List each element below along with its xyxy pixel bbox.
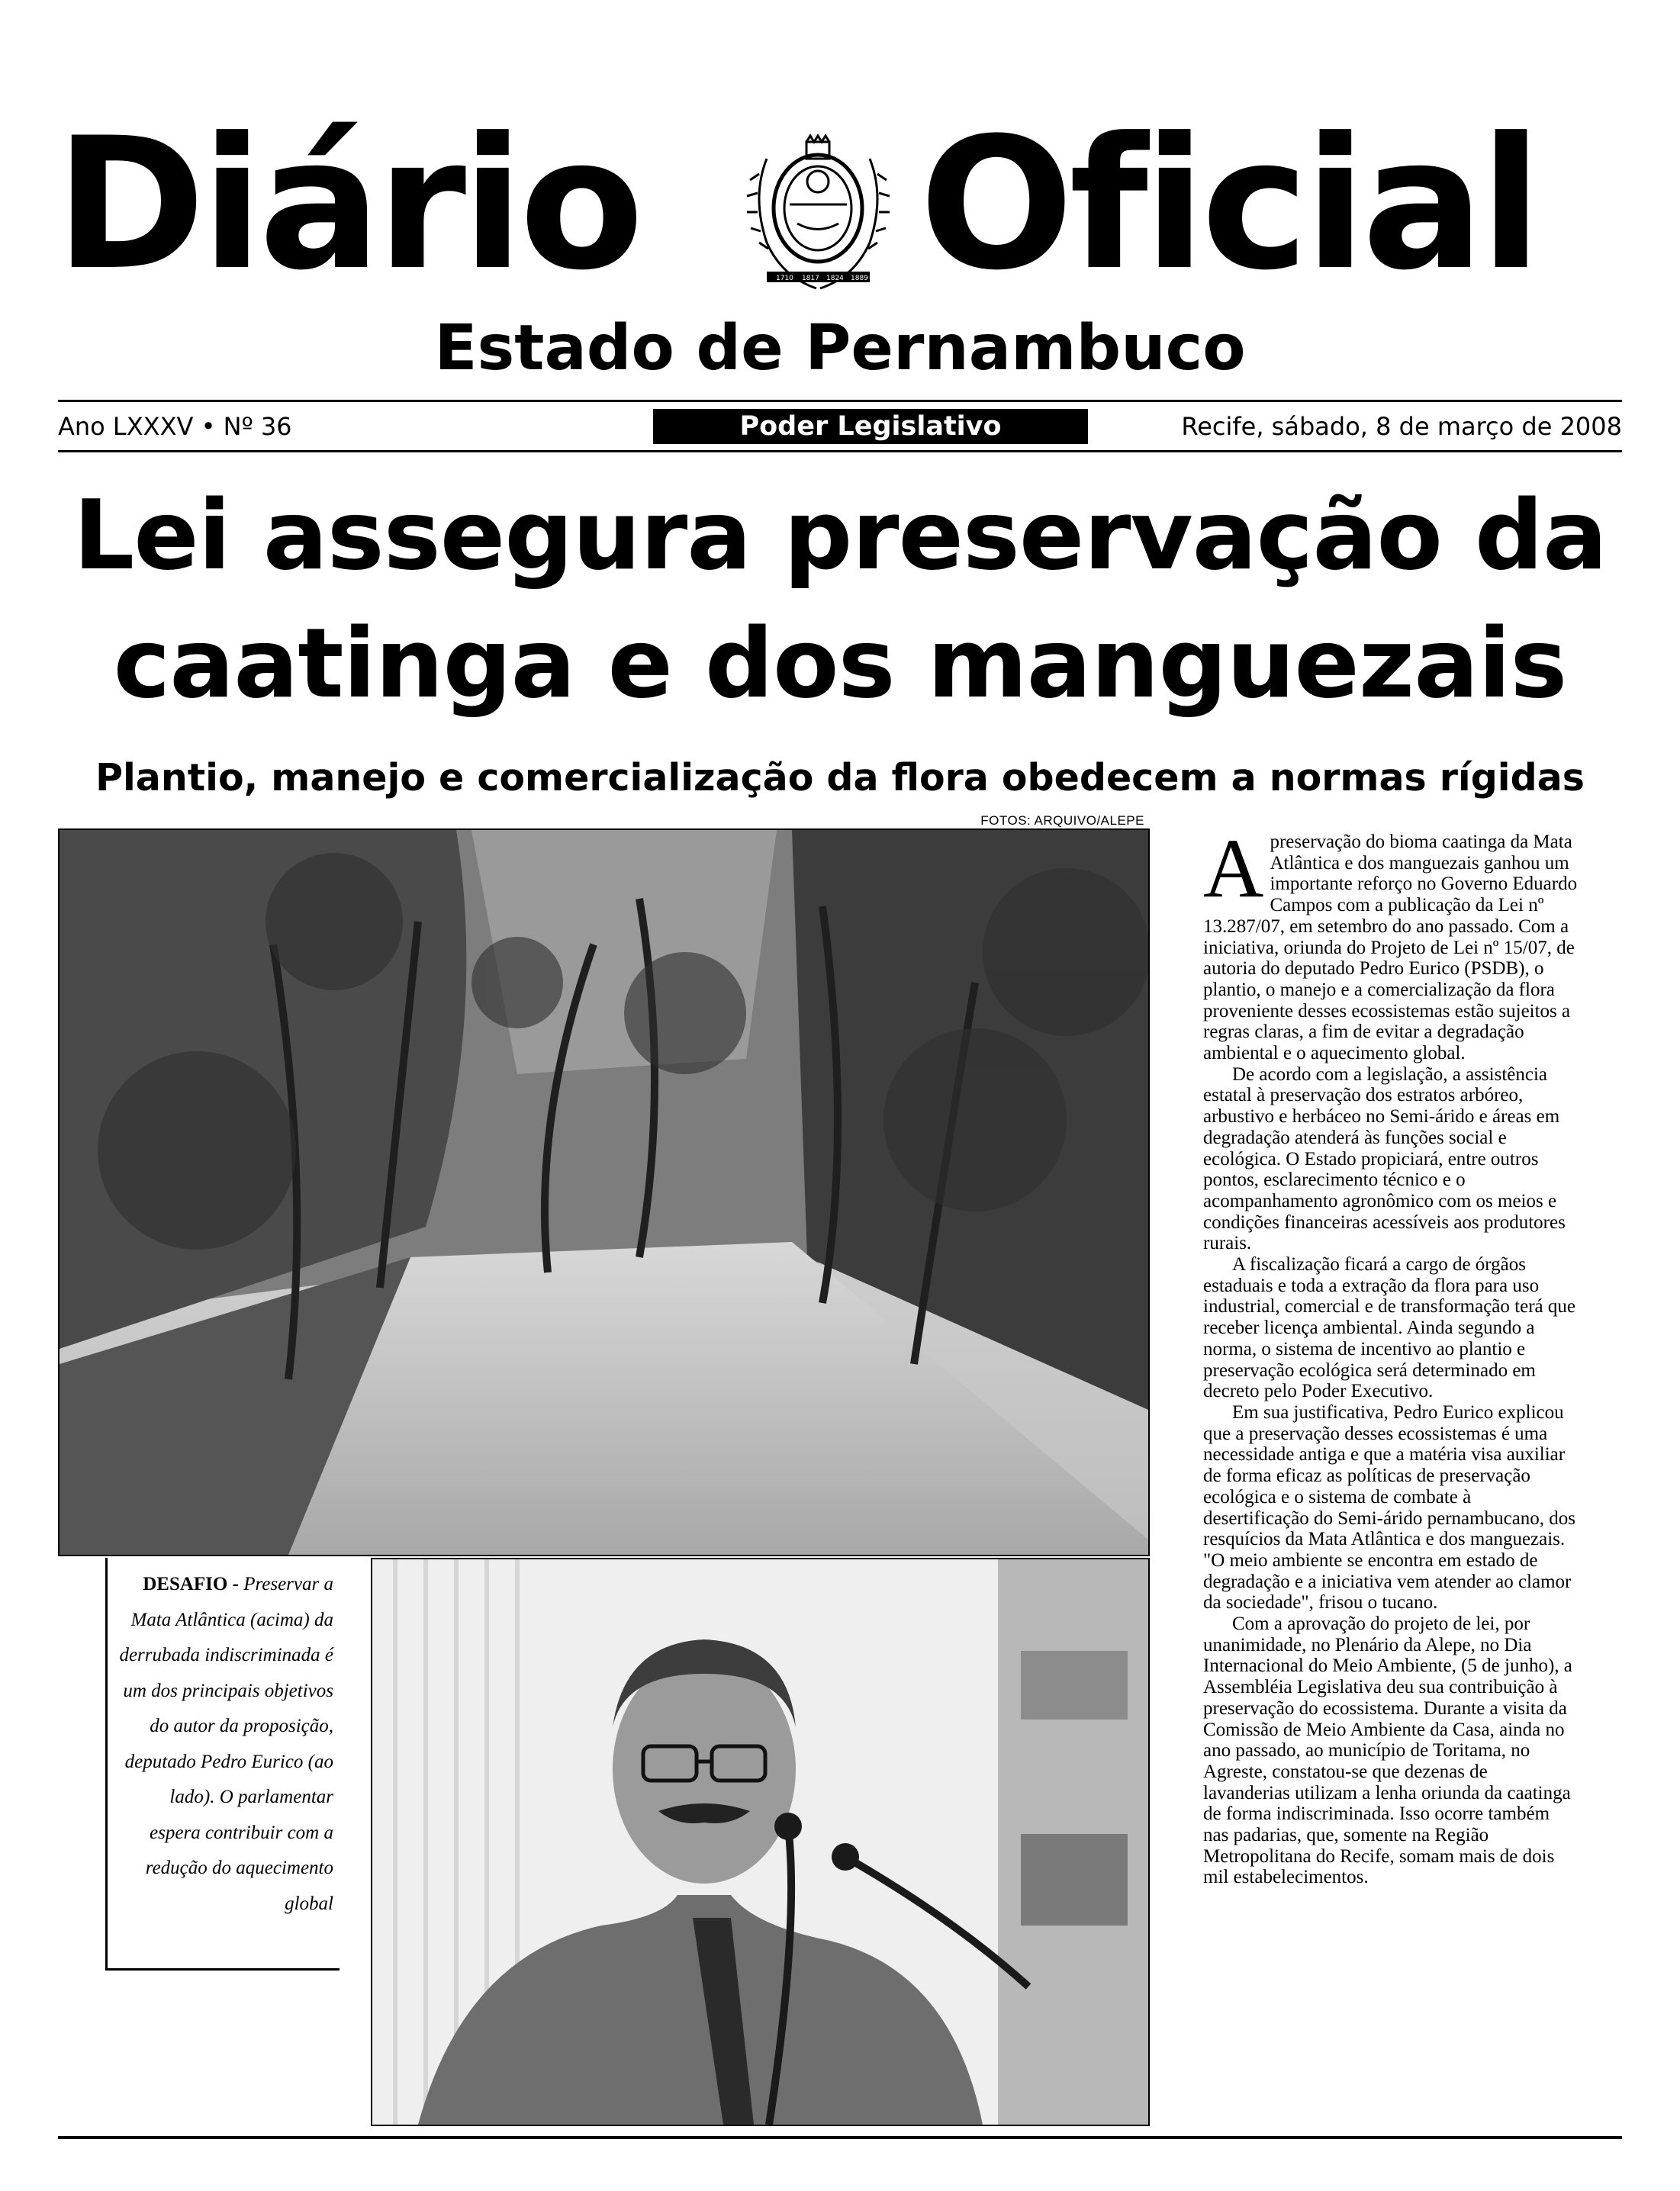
article-paragraph-4: Em sua justificativa, Pedro Eurico explicou que a preservação desses ecossistemas é uma necessidade antiga e que a matéria visa auxiliar de forma eficaz as políticas de preservação ecológica e o sistema de combate à desertificação do Semi-árido pernambucano, dos resquícios da Mata Atlântica e dos manguezais. "O meio ambiente se encontra em estado de degradação e a iniciativa vem atender ao clamor da sociedade", frisou o tucano.: [1203, 1401, 1576, 1613]
caption-text: Preservar a Mata Atlântica (acima) da derrubada indiscriminada é um dos principais objetivos do autor da proposição, deputado Pedro Eurico (ao lado). O parlamentar espera contribuir com a redução do aquecimento global: [119, 1574, 333, 1914]
masthead-subtitle: Estado de Pernambuco: [434, 312, 1246, 384]
infobar-bottom-rule: [58, 450, 1622, 452]
photo-caption: [116, 1567, 333, 1922]
masthead-title-right: Oficial: [919, 99, 1538, 310]
article-paragraph-5: Com a aprovação do projeto de lei, por unanimidade, no Plenário da Alepe, no Dia Internacional do Meio Ambiente, (5 de junho), a Assembléia Legislativa deu sua contribuição à preservação do ecossistema. Durante a visita da Comissão de Meio Ambiente da Casa, ainda no ano passado, ao município de Toritama, no Agreste, constatou-se que dezenas de lavanderias utilizam a lenha oriunda da caatinga de forma indiscriminada. Isso ocorre também nas padarias, que, somente na Região Metropolitana do Recife, somam mais de dois mil estabelecimentos.: [1203, 1613, 1572, 1888]
forest-photo: [58, 828, 1150, 1556]
article-body: [1203, 822, 1579, 1888]
article-paragraph-1: [1203, 822, 1579, 1064]
article-paragraph-3: A fiscalização ficará a cargo de órgãos estaduais e toda a extração da flora para uso industrial, comercial e de transformação terá que receber licença ambiental. Ainda segundo a norma, o sistema de incentivo ao plantio e preservação ecológica será determinado em decreto pelo Poder Executivo.: [1203, 1254, 1575, 1402]
seal-year-2: 1817: [802, 275, 819, 282]
issue-date: Recife, sábado, 8 de março de 2008: [1181, 412, 1622, 441]
dropcap: A: [1203, 822, 1264, 915]
seal-year-3: 1824: [826, 275, 844, 282]
top-rule: [58, 400, 1622, 402]
section-banner: Poder Legislativo: [653, 409, 1088, 444]
seal-year-4: 1889: [851, 275, 868, 282]
issue-number: Ano LXXXV • Nº 36: [58, 412, 292, 441]
caption-label: DESAFIO -: [143, 1574, 239, 1594]
info-bar: [58, 404, 1622, 447]
photo-credit: FOTOS: ARQUIVO/ALEPE: [980, 813, 1144, 828]
masthead-title-left: Diário: [55, 99, 640, 310]
deck: Plantio, manejo e comercialização da flora obedecem a normas rígidas: [95, 756, 1585, 800]
pernambuco-coat-of-arms-icon: [736, 128, 900, 300]
headline: Lei assegura preservação da caatinga e dos manguezais: [72, 479, 1608, 719]
seal-year-1: 1710: [776, 275, 793, 282]
article-paragraph-1-text: preservação do bioma caatinga da Mata Atlântica e dos manguezais ganhou um importante reforço no Governo Eduardo Campos com a publicação da Lei nº 13.287/07, em setembro do ano passado. Com a iniciativa, oriunda do Projeto de Lei nº 15/07, de autoria do deputado Pedro Eurico (PSDB), o plantio, o manejo e a comercialização da flora proveniente desses ecossistemas estão sujeitos a regras claras, a fim de evitar a degradação ambiental e o aquecimento global.: [1203, 832, 1578, 1064]
bottom-rule: [58, 2136, 1622, 2139]
deputy-portrait-photo: [371, 1558, 1150, 2126]
photo-caption-box: [105, 1558, 340, 1971]
article-paragraph-2: De acordo com a legislação, a assistência estatal à preservação dos estratos arbóreo, arbustivo e herbáceo no Semi-árido e áreas em degradação atenderá às funções social e ecológica. O Estado propiciará, entre outros pontos, esclarecimento técnico e o acompanhamento agronômico com os meios e condições financeiras acessíveis aos produtores rurais.: [1203, 1063, 1566, 1254]
